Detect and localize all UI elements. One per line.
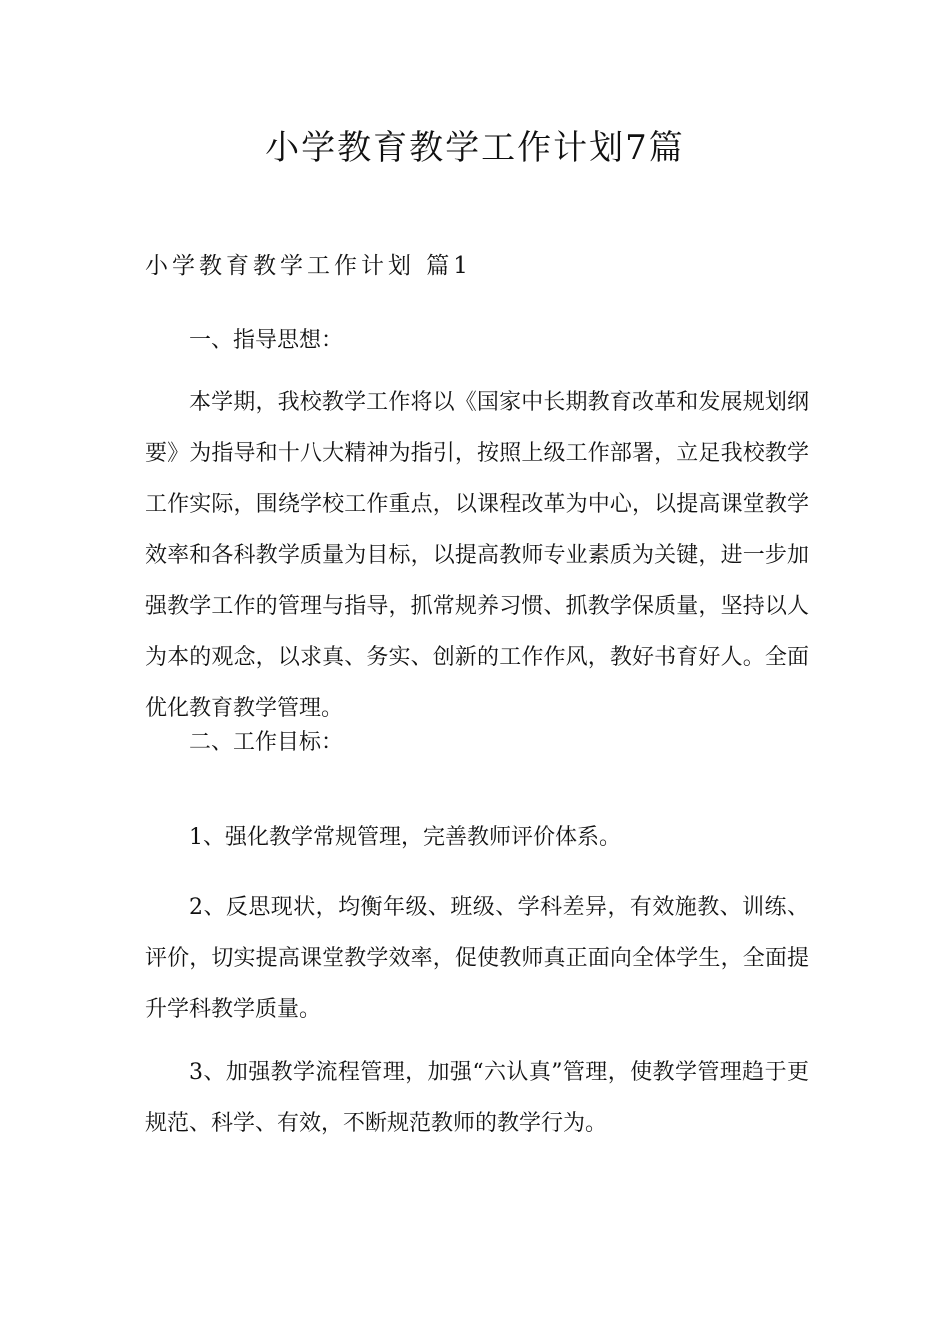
paragraph-guiding-ideology-body: 本学期，我校教学工作将以《国家中长期教育改革和发展规划纲要》为指导和十八大精神为指引，按照上级工作部署，立足我校教学工作实际，围绕学校工作重点，以课程改革为中心，以提高课堂教学效率和各科教学质量为目标，以提高教师专业素质为关键，进一步加强教学工作的管理与指导，抓常规养习惯、抓教学保质量，坚持以人为本的观念，以求真、务实、创新的工作作风，教好书育好人。全面优化教育教学管理。 bbox=[145, 390, 809, 721]
paragraph-work-goals-heading: 二、工作目标： bbox=[189, 730, 344, 755]
section-heading: 小学教育教学工作计划 篇1 bbox=[145, 253, 472, 279]
paragraph-goal-3: 3、加强教学流程管理，加强“六认真”管理，使教学管理趋于更规范、科学、有效，不断规范教师的教学行为。 bbox=[145, 1060, 809, 1136]
paragraph-goal-2: 2、反思现状，均衡年级、班级、学科差异，有效施教、训练、评价，切实提高课堂教学效率，促使教师真正面向全体学生，全面提升学科教学质量。 bbox=[145, 895, 809, 1022]
paragraph-goal-1: 1、强化教学常规管理，完善教师评价体系。 bbox=[189, 825, 621, 850]
document-title: 小学教育教学工作计划7篇 bbox=[265, 128, 685, 168]
paragraph-guiding-ideology-heading: 一、指导思想： bbox=[189, 328, 344, 353]
